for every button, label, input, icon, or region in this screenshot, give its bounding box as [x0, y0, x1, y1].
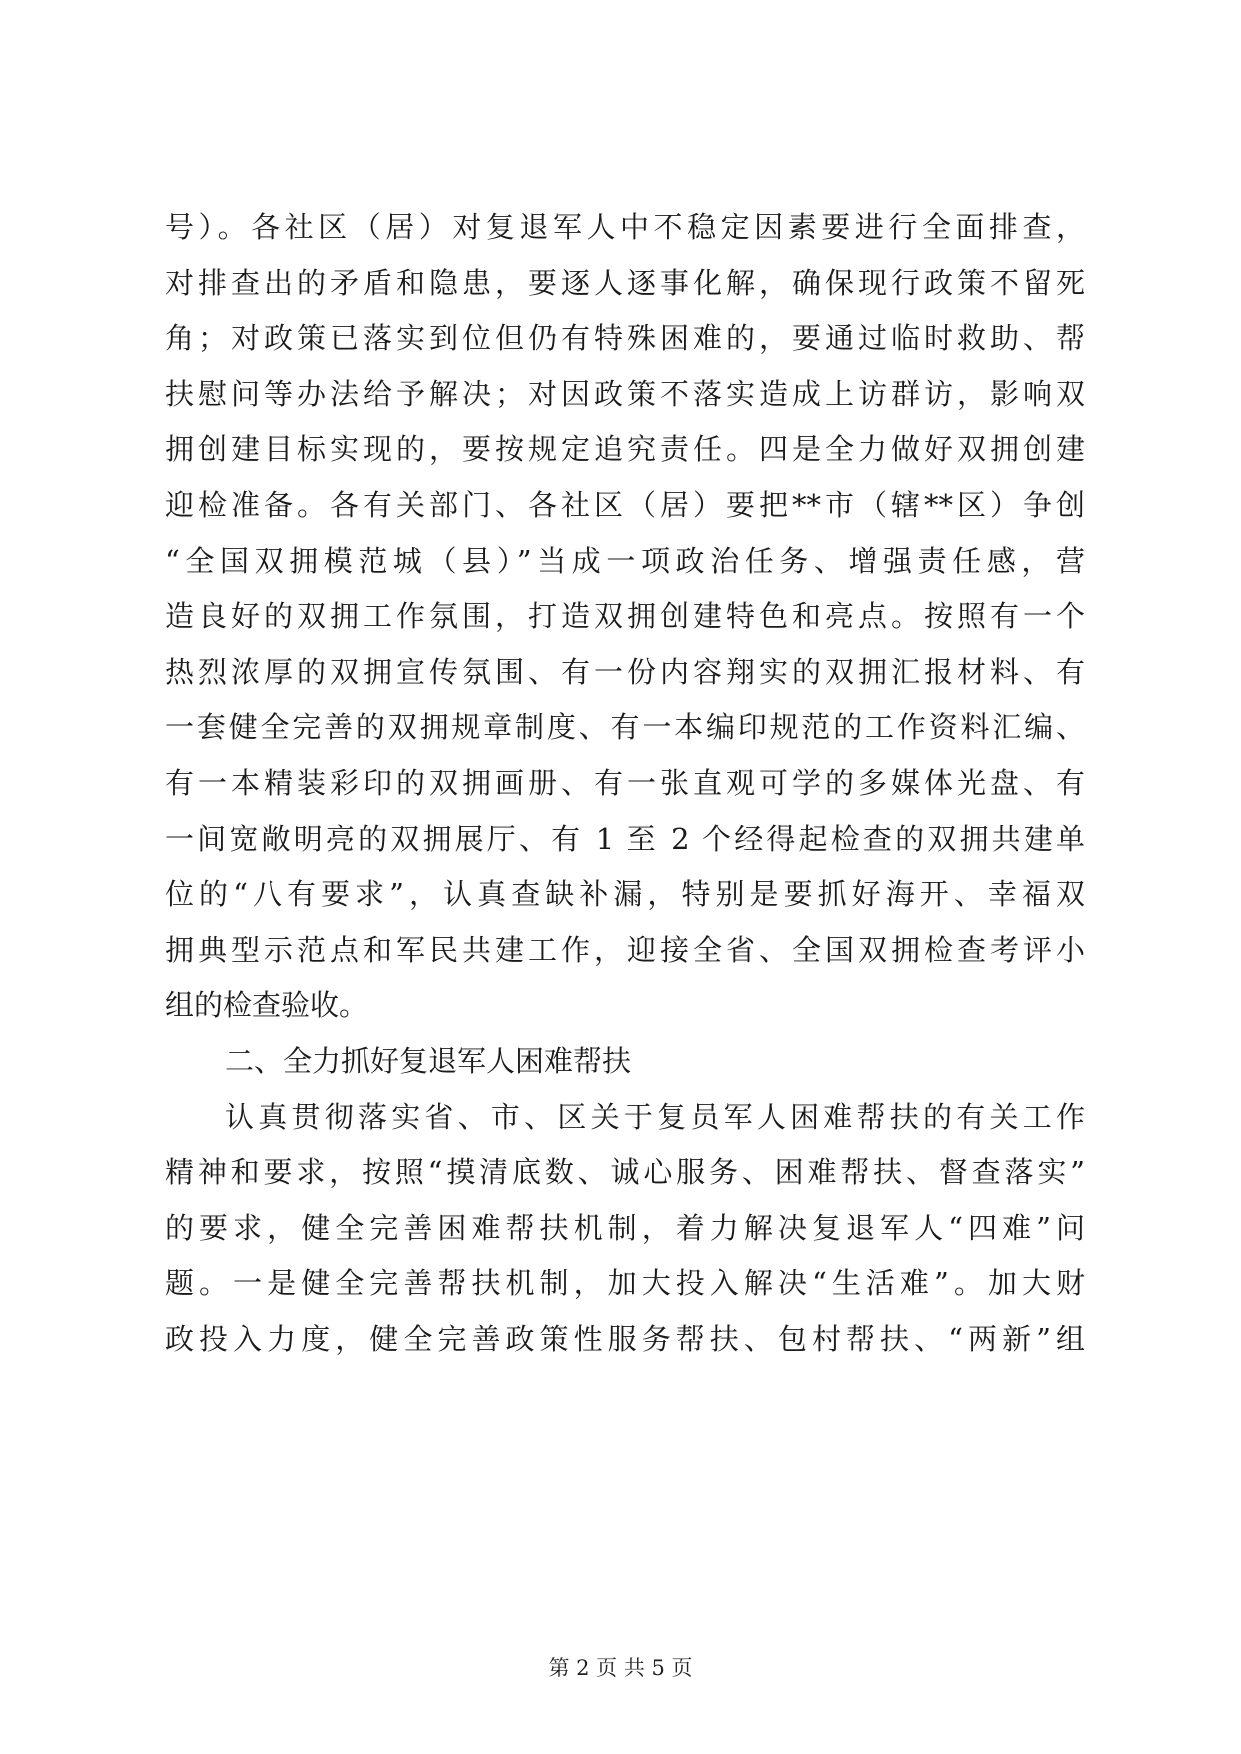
text-line: 精神和要求，按照“摸清底数、诚心服务、困难帮扶、督查落实”: [165, 1155, 1085, 1190]
text-line: 拥典型示范点和军民共建工作，迎接全省、全国双拥检查考评小: [165, 932, 1085, 967]
text-line: 认真贯彻落实省、市、区关于复员军人困难帮扶的有关工作: [225, 1099, 1085, 1134]
text-line: 的要求，健全完善困难帮扶机制，着力解决复退军人“四难”问: [165, 1210, 1085, 1245]
text-line: 角；对政策已落实到位但仍有特殊困难的，要通过临时救助、帮: [165, 321, 1085, 356]
text-line: 拥创建目标实现的，要按规定追究责任。四是全力做好双拥创建: [165, 432, 1085, 467]
text-line: 扶慰问等办法给予解决；对因政策不落实造成上访群访，影响双: [165, 376, 1085, 411]
text-line: 造良好的双拥工作氛围，打造双拥创建特色和亮点。按照有一个: [165, 599, 1085, 634]
text-line: 组的检查验收。: [165, 988, 369, 1023]
document-body: [165, 200, 1085, 1367]
section-heading: 二、全力抓好复退军人困难帮扶: [225, 1043, 632, 1078]
text-line: 一套健全完善的双拥规章制度、有一本编印规范的工作资料汇编、: [165, 710, 1085, 745]
text-line: 对排查出的矛盾和隐患，要逐人逐事化解，确保现行政策不留死: [165, 265, 1085, 300]
text-line: 政投入力度，健全完善政策性服务帮扶、包村帮扶、“两新”组: [165, 1321, 1085, 1356]
text-line: 号）。各社区（居）对复退军人中不稳定因素要进行全面排查，: [165, 210, 1085, 244]
text-line: 有一本精装彩印的双拥画册、有一张直观可学的多媒体光盘、有: [165, 765, 1085, 800]
page-footer: 第 2 页 共 5 页: [548, 1656, 693, 1680]
text-line: 题。一是健全完善帮扶机制，加大投入解决“生活难”。加大财: [165, 1266, 1085, 1301]
text-line: 迎检准备。各有关部门、各社区（居）要把**市（辖**区）争创: [165, 487, 1085, 522]
text-line: 热烈浓厚的双拥宣传氛围、有一份内容翔实的双拥汇报材料、有: [165, 654, 1085, 689]
text-line: “全国双拥模范城（县）”当成一项政治任务、增强责任感，营: [165, 543, 1085, 578]
text-line: 位的“八有要求”，认真查缺补漏，特别是要抓好海开、幸福双: [165, 877, 1085, 912]
text-line: 一间宽敞明亮的双拥展厅、有 1 至 2 个经得起检查的双拥共建单: [165, 821, 1085, 856]
